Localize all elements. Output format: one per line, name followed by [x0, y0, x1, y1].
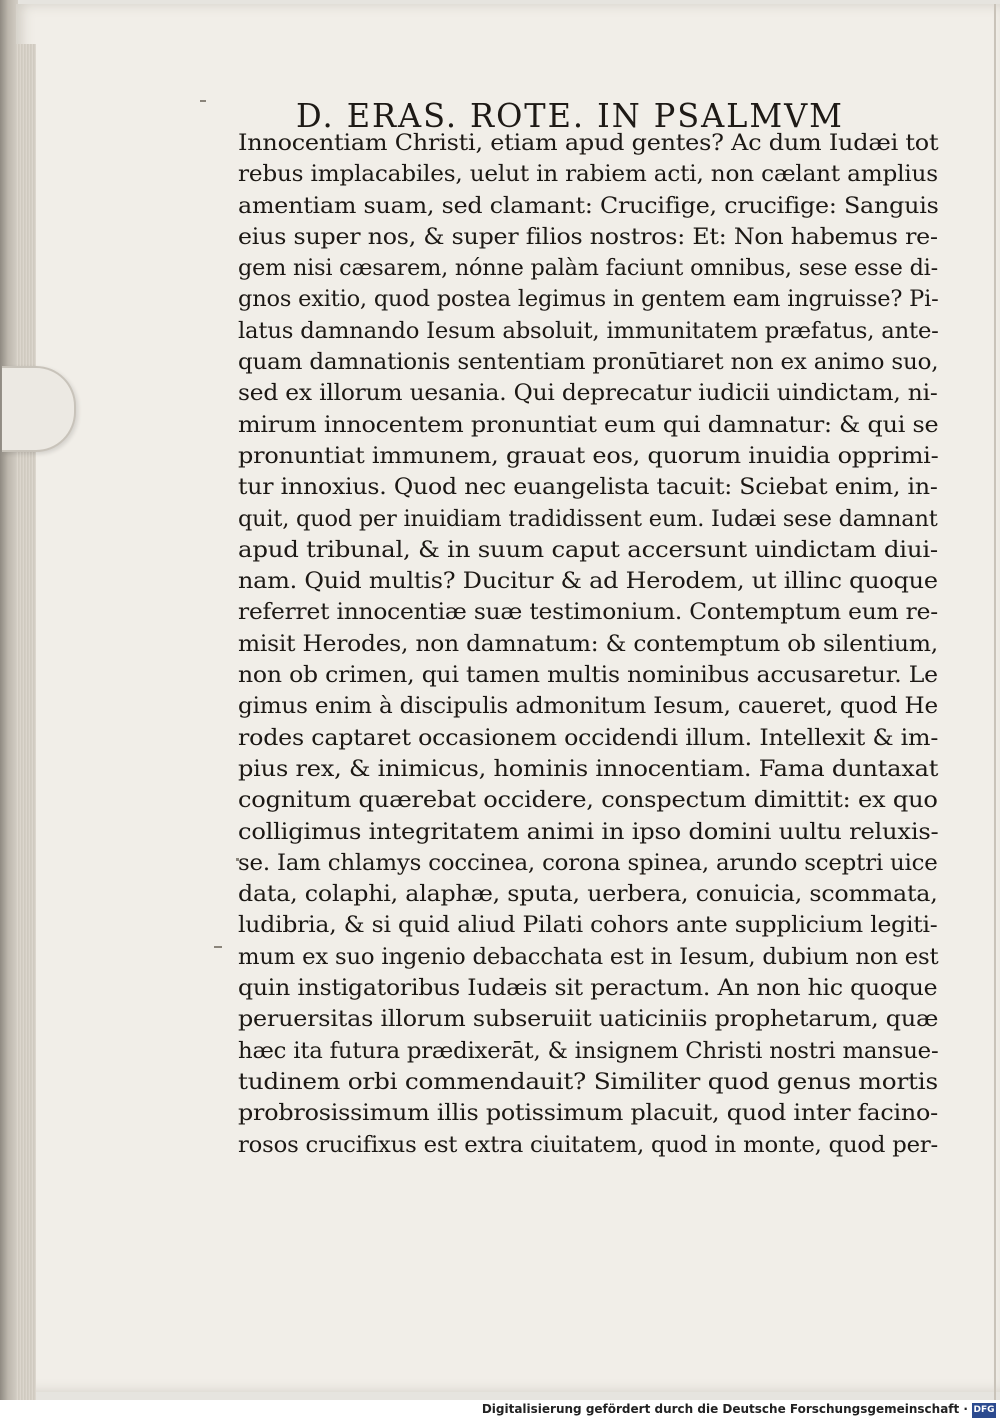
dfg-logo: DFG	[972, 1403, 996, 1418]
text-line: rebus implacabiles, uelut in rabiem acti, non cælant amplius	[238, 161, 938, 188]
text-line: quin instigatoribus Iudæis sit peractum. An non hic quoque	[238, 975, 938, 1002]
running-head: D. ERAS. ROTE. IN PSALMVM	[296, 96, 844, 135]
text-line: probrosissimum illis potissimum placuit, quod inter facino-	[238, 1100, 939, 1127]
text-line: nam. Quid multis? Ducitur & ad Herodem, ut illinc quoque	[238, 568, 938, 595]
text-line: peruersitas illorum subseruiit uaticiniis prophetarum, quæ	[238, 1006, 939, 1033]
text-line: pronuntiat immunem, grauat eos, quorum inuidia opprimi-	[238, 442, 939, 469]
text-line: gimus enim à discipulis admonitum Iesum, caueret, quod He	[238, 693, 938, 720]
text-line: misit Herodes, non damnatum: & contemptum ob silentium,	[238, 630, 938, 657]
text-line: tudinem orbi commendauit? Similiter quod genus mortis	[238, 1068, 938, 1095]
text-line: quit, quod per inuidiam tradidissent eum. Iudæi sese damnant	[238, 505, 938, 532]
stain-mark	[200, 100, 206, 102]
text-line: referret innocentiæ suæ testimonium. Contemptum eum re-	[238, 599, 938, 626]
text-line: latus damnando Iesum absoluit, immunitatem præfatus, ante-	[238, 317, 939, 344]
text-line: amentiam suam, sed clamant: Crucifige, crucifige: Sanguis	[238, 192, 939, 219]
text-line: eius super nos, & super filios nostros: Et: Non habemus re-	[238, 223, 938, 250]
text-line: hæc ita futura prædixerāt, & insignem Christi nostri mansue-	[238, 1037, 939, 1064]
text-line: non ob crimen, qui tamen multis nominibus accusaretur. Le	[238, 662, 938, 689]
stain-mark	[214, 946, 222, 948]
text-line: rodes captaret occasionem occidendi illum. Intellexit & im-	[238, 724, 939, 751]
text-line: cognitum quærebat occidere, conspectum dimittit: ex quo	[238, 787, 938, 814]
text-line: mirum innocentem pronuntiat eum qui damnatur: & qui se	[238, 411, 939, 438]
text-line: sed ex illorum uesania. Qui deprecatur iudicii uindictam, ni-	[238, 380, 938, 407]
text-line: gnos exitio, quod postea legimus in gentem eam ingruisse? Pi-	[238, 286, 939, 313]
page-right-edge	[994, 4, 996, 1404]
text-line: ludibria, & si quid aliud Pilati cohors ante supplicium legiti-	[238, 912, 938, 939]
text-line: quam damnationis sententiam pronūtiaret non ex animo suo,	[238, 349, 939, 376]
page-edges	[16, 44, 36, 1404]
text-line: apud tribunal, & in suum caput accersunt uindictam diui-	[238, 536, 938, 563]
text-line: colligimus integritatem animi in ipso domini uultu reluxis-	[238, 818, 939, 845]
text-line: rosos crucifixus est extra ciuitatem, quod in monte, quod per-	[238, 1131, 938, 1158]
text-line: gem nisi cæsarem, nónne palàm faciunt omnibus, sese esse di-	[238, 255, 938, 282]
body-text	[238, 128, 940, 1161]
text-line: data, colaphi, alaphæ, sputa, uerbera, conuicia, scommata,	[238, 881, 938, 908]
text-line: se. Iam chlamys coccinea, corona spinea, arundo sceptri uice	[238, 849, 938, 876]
funding-credit: Digitalisierung gefördert durch die Deutsche Forschungsgemeinschaft ·	[481, 1402, 968, 1416]
text-line: pius rex, & inimicus, hominis innocentiam. Fama duntaxat	[238, 755, 939, 782]
text-line: mum ex suo ingenio debacchata est in Iesum, dubium non est	[238, 943, 939, 970]
text-line: Innocentiam Christi, etiam apud gentes? Ac dum Iudæi tot	[238, 130, 939, 156]
text-line: tur innoxius. Quod nec euangelista tacuit: Sciebat enim, in-	[238, 474, 938, 501]
page-clip	[2, 366, 76, 452]
